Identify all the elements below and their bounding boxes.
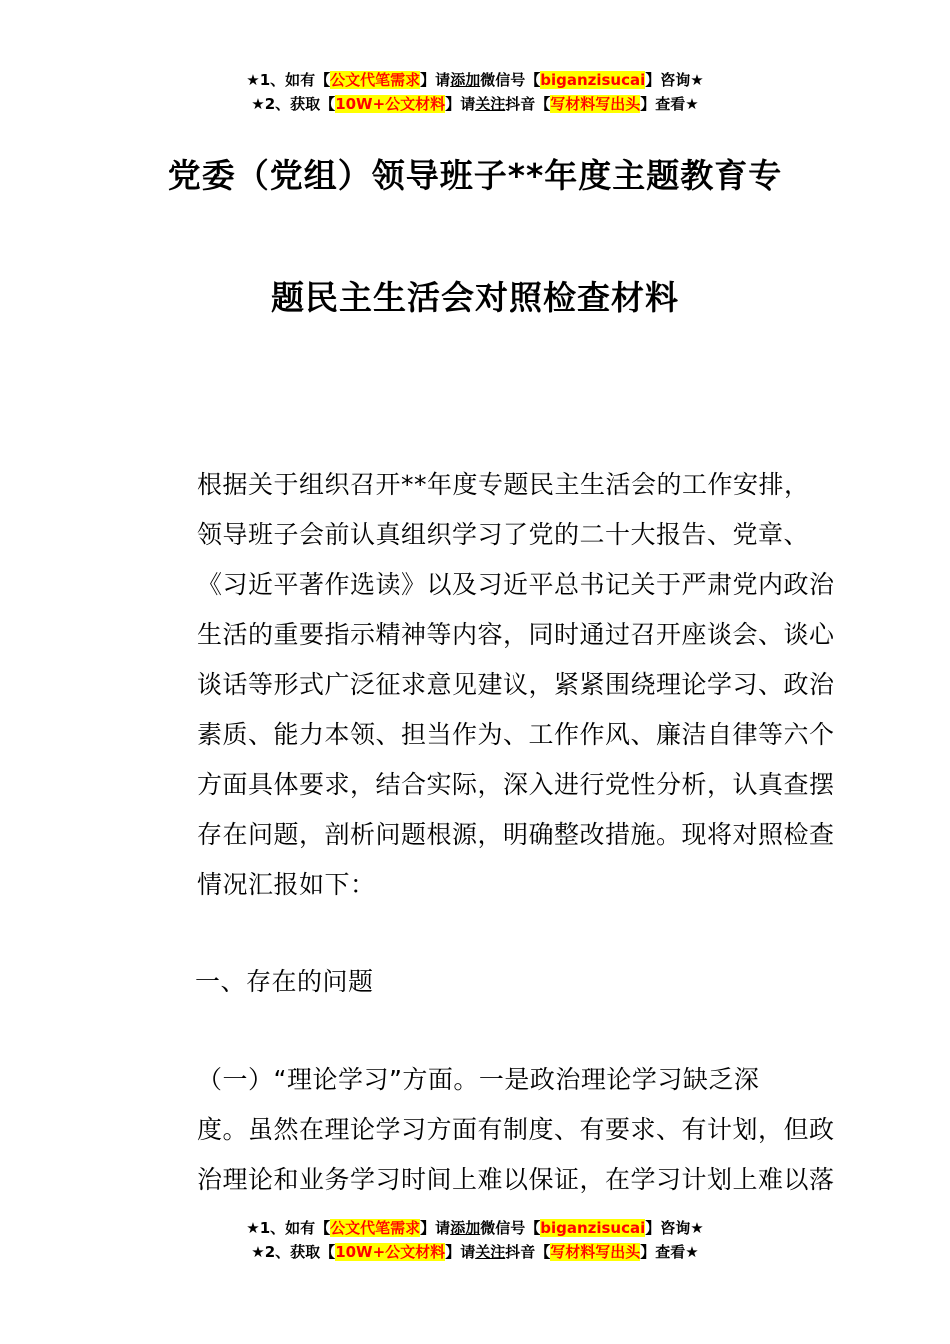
highlight-text: 写材料写出头 <box>550 1243 641 1261</box>
text-line: 治理论和业务学习时间上难以保证，在学习计划上难以落 <box>197 1165 835 1194</box>
text-line: 《习近平著作选读》以及习近平总书记关于严肃党内政治 <box>197 570 835 599</box>
intro-paragraph <box>145 460 835 910</box>
highlight-text: 写材料写出头 <box>550 95 641 113</box>
text-line: 度。虽然在理论学习方面有制度、有要求、有计划，但政 <box>197 1115 835 1144</box>
highlight-text: biganzisucai <box>540 71 646 89</box>
section-paragraph <box>145 1055 835 1205</box>
text-line: 根据关于组织召开**年度专题民主生活会的工作安排， <box>197 470 810 499</box>
section-heading: 一、存在的问题 <box>195 967 374 996</box>
document-title-line-2: 题民主生活会对照检查材料 <box>271 278 679 317</box>
banner-line-2: ★2、获取【10W+公文材料】请关注抖音【写材料写出头】查看★ <box>251 95 699 113</box>
highlight-text: 公文代笔需求 <box>330 71 421 89</box>
highlight-text: 10W+公文材料 <box>335 1243 446 1261</box>
document-title-line-1: 党委（党组）领导班子**年度主题教育专 <box>167 156 783 195</box>
text-line: 素质、能力本领、担当作为、工作作风、廉洁自律等六个 <box>197 720 835 749</box>
text-line: 谈话等形式广泛征求意见建议，紧紧围绕理论学习、政治 <box>197 670 835 699</box>
text-line: 领导班子会前认真组织学习了党的二十大报告、党章、 <box>197 520 810 549</box>
highlight-text: biganzisucai <box>540 1219 646 1237</box>
banner-line-2: ★2、获取【10W+公文材料】请关注抖音【写材料写出头】查看★ <box>251 1243 699 1261</box>
text-line: 情况汇报如下： <box>197 870 376 899</box>
banner-line-1: ★1、如有【公文代笔需求】请添加微信号【biganzisucai】咨询★ <box>246 71 704 89</box>
banner-line-1: ★1、如有【公文代笔需求】请添加微信号【biganzisucai】咨询★ <box>246 1219 704 1237</box>
text-line: 方面具体要求，结合实际，深入进行党性分析，认真查摆 <box>197 770 835 799</box>
text-line: 存在问题，剖析问题根源，明确整改措施。现将对照检查 <box>197 820 835 849</box>
highlight-text: 公文代笔需求 <box>330 1219 421 1237</box>
footer-banner <box>0 1216 950 1264</box>
text-line: 生活的重要指示精神等内容，同时通过召开座谈会、谈心 <box>197 620 835 649</box>
highlight-text: 10W+公文材料 <box>335 95 446 113</box>
header-banner <box>0 68 950 116</box>
text-line: （一）“理论学习”方面。一是政治理论学习缺乏深 <box>197 1065 760 1094</box>
